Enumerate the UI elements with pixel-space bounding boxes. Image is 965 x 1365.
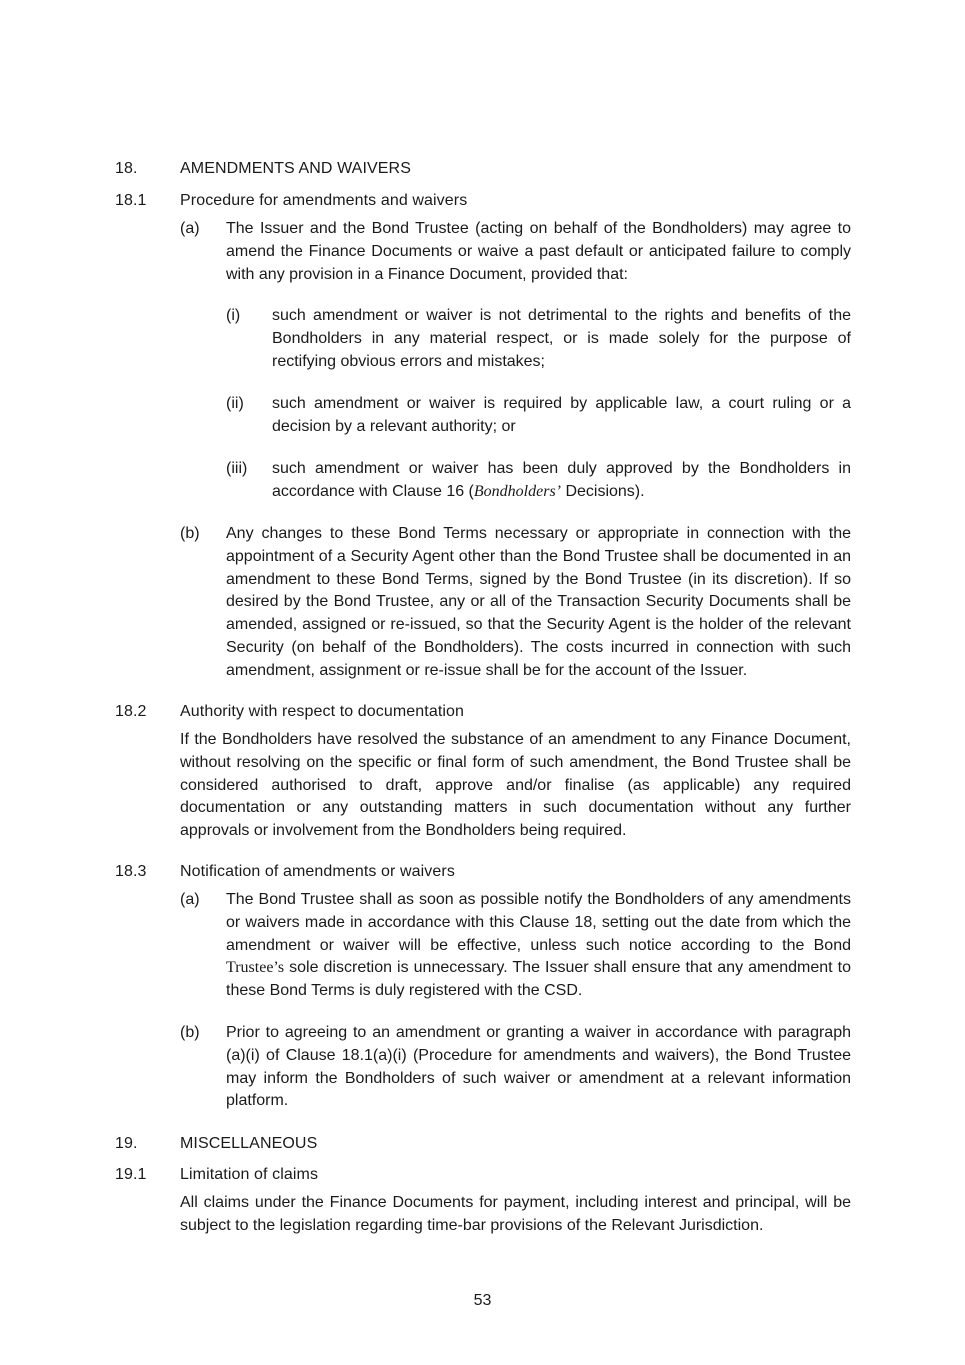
text-segment: such amendment or waiver has been duly approved by the Bondholders in accordance with Clause 16 (: [272, 460, 851, 500]
italic-reference: Bondholders’: [473, 482, 561, 500]
section-number: 18.: [115, 160, 138, 177]
clause-number: 18.1: [115, 192, 147, 209]
text-segment: Decisions).: [561, 482, 645, 500]
clause-18-1-a-text: The Issuer and the Bond Trustee (acting on behalf of the Bondholders) may agree to amend the Finance Documents or waive a past default or anticipated failure to comply with any provision in a Finance Document, provided that:: [226, 220, 851, 283]
clause-18-3-b-text: Prior to agreeing to an amendment or granting a waiver in accordance with paragraph (a)(i) of Clause 18.1(a)(i) (Procedure for amendments and waivers), the Bond Trustee may inform the Bondholders of such waiver or amendment at a relevant information platform.: [226, 1024, 851, 1110]
clause-18-1-b-text: Any changes to these Bond Terms necessary or appropriate in connection with the appointment of a Security Agent other than the Bond Trustee shall be documented in an amendment to these Bond Terms, signed by the Bond Trustee (in its discretion). If so desired by the Bond Trustee, any or all of the Transaction Security Documents shall be amended, assigned or re-issued, so that the Security Agent is the holder of the relevant Security (on behalf of the Bondholders). The costs incurred in connection with such amendment, assignment or re-issue shall be for the account of the Issuer.: [226, 525, 851, 679]
text-segment: sole discretion is unnecessary. The Issuer shall ensure that any amendment to these Bond Terms is duly registered with the CSD.: [226, 959, 851, 1000]
text-segment-serif: Trustee’s: [226, 959, 285, 977]
clause-18-3-a-text: [226, 889, 851, 1003]
section-title: MISCELLANEOUS: [180, 1135, 318, 1152]
clause-title: Authority with respect to documentation: [180, 703, 465, 720]
clause-18-1-a-i-text: such amendment or waiver is not detrimental to the rights and benefits of the Bondholders in any material respect, or is made solely for the purpose of rectifying obvious errors and mistakes;: [272, 307, 851, 370]
paragraph-marker: (a): [180, 220, 200, 237]
paragraph-marker: (b): [180, 1024, 200, 1041]
subparagraph-marker: (i): [226, 307, 241, 324]
clause-number: 18.2: [115, 703, 147, 720]
clause-title: Limitation of claims: [180, 1166, 319, 1183]
clause-18-2-text: If the Bondholders have resolved the substance of an amendment to any Finance Document, without resolving on the specific or final form of such amendment, the Bond Trustee shall be considered authorised to draft, approve and/or finalise (as applicable) any required documentation or any outstanding matters in such documentation without any further approvals or involvement from the Bondholders being required.: [180, 731, 851, 840]
clause-title: Procedure for amendments and waivers: [180, 192, 468, 209]
clause-number: 19.1: [115, 1166, 147, 1183]
section-title: AMENDMENTS AND WAIVERS: [180, 160, 411, 177]
paragraph-marker: (a): [180, 891, 200, 908]
clause-number: 18.3: [115, 863, 147, 880]
clause-title: Notification of amendments or waivers: [180, 863, 455, 880]
section-number: 19.: [115, 1135, 138, 1152]
text-segment: The Bond Trustee shall as soon as possible notify the Bondholders of any amendments or waivers made in accordance with this Clause 18, setting out the date from which the amendment or waiver will be effective, unless such notice according to the Bond: [226, 891, 851, 954]
clause-19-1-text: All claims under the Finance Documents for payment, including interest and principal, will be subject to the legislation regarding time-bar provisions of the Relevant Jurisdiction.: [180, 1194, 851, 1234]
paragraph-marker: (b): [180, 525, 200, 542]
subparagraph-marker: (iii): [226, 460, 248, 477]
clause-18-1-a-iii-text: [272, 458, 851, 504]
clause-18-1-a-ii-text: such amendment or waiver is required by applicable law, a court ruling or a decision by a relevant authority; or: [272, 395, 851, 435]
page-number: 53: [473, 1292, 492, 1309]
subparagraph-marker: (ii): [226, 395, 244, 412]
